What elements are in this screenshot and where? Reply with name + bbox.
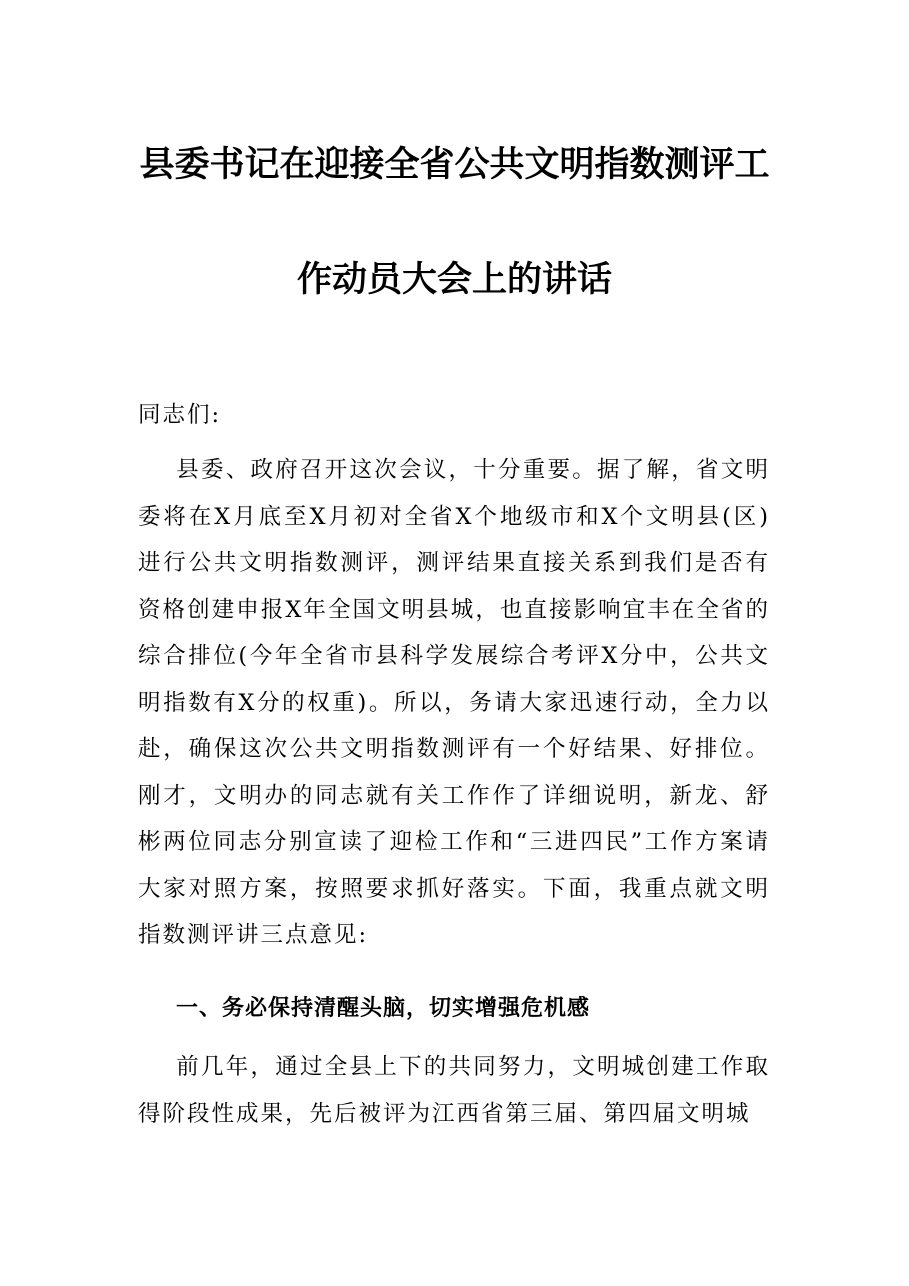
paragraph-1-text: 县委、政府召开这次会议，十分重要。据了解，省文明委将在X月底至X月初对全省X个地级市和X个文明县(区)进行公共文明指数测评，测评结果直接关系到我们是否有资格创建申报X年全国文明县城，也直接影响宜丰在全省的综合排位(今年全省市县科学发展综合考评X分中，公共文明指数有X分的权重)。所以，务请大家迅速行动，全力以赴，确保这次公共文明指数测评有一个好结果、好排位。刚才，文明办的同志就有关工作作了详细说明，新龙、舒彬两位同志分别宣读了迎检工作和“三进四民”工作方案请大家对照方案，按照要求抓好落实。下面，我重点就文明指数测评讲三点意见: — [138, 457, 770, 948]
paragraph-2 — [138, 1044, 770, 1137]
document-title-line-2: 作动员大会上的讲话 — [296, 260, 612, 300]
paragraph-1 — [138, 447, 770, 959]
document-title-line-1: 县委书记在迎接全省公共文明指数测评工 — [139, 145, 770, 185]
section-1-heading: 一、务必保持清醒头脑，切实增强危机感 — [176, 996, 591, 1021]
salutation: 同志们: — [138, 402, 222, 428]
paragraph-2-text: 前几年，通过全县上下的共同努力，文明城创建工作取得阶段性成果，先后被评为江西省第三届、第四届文明城 — [138, 1054, 770, 1127]
